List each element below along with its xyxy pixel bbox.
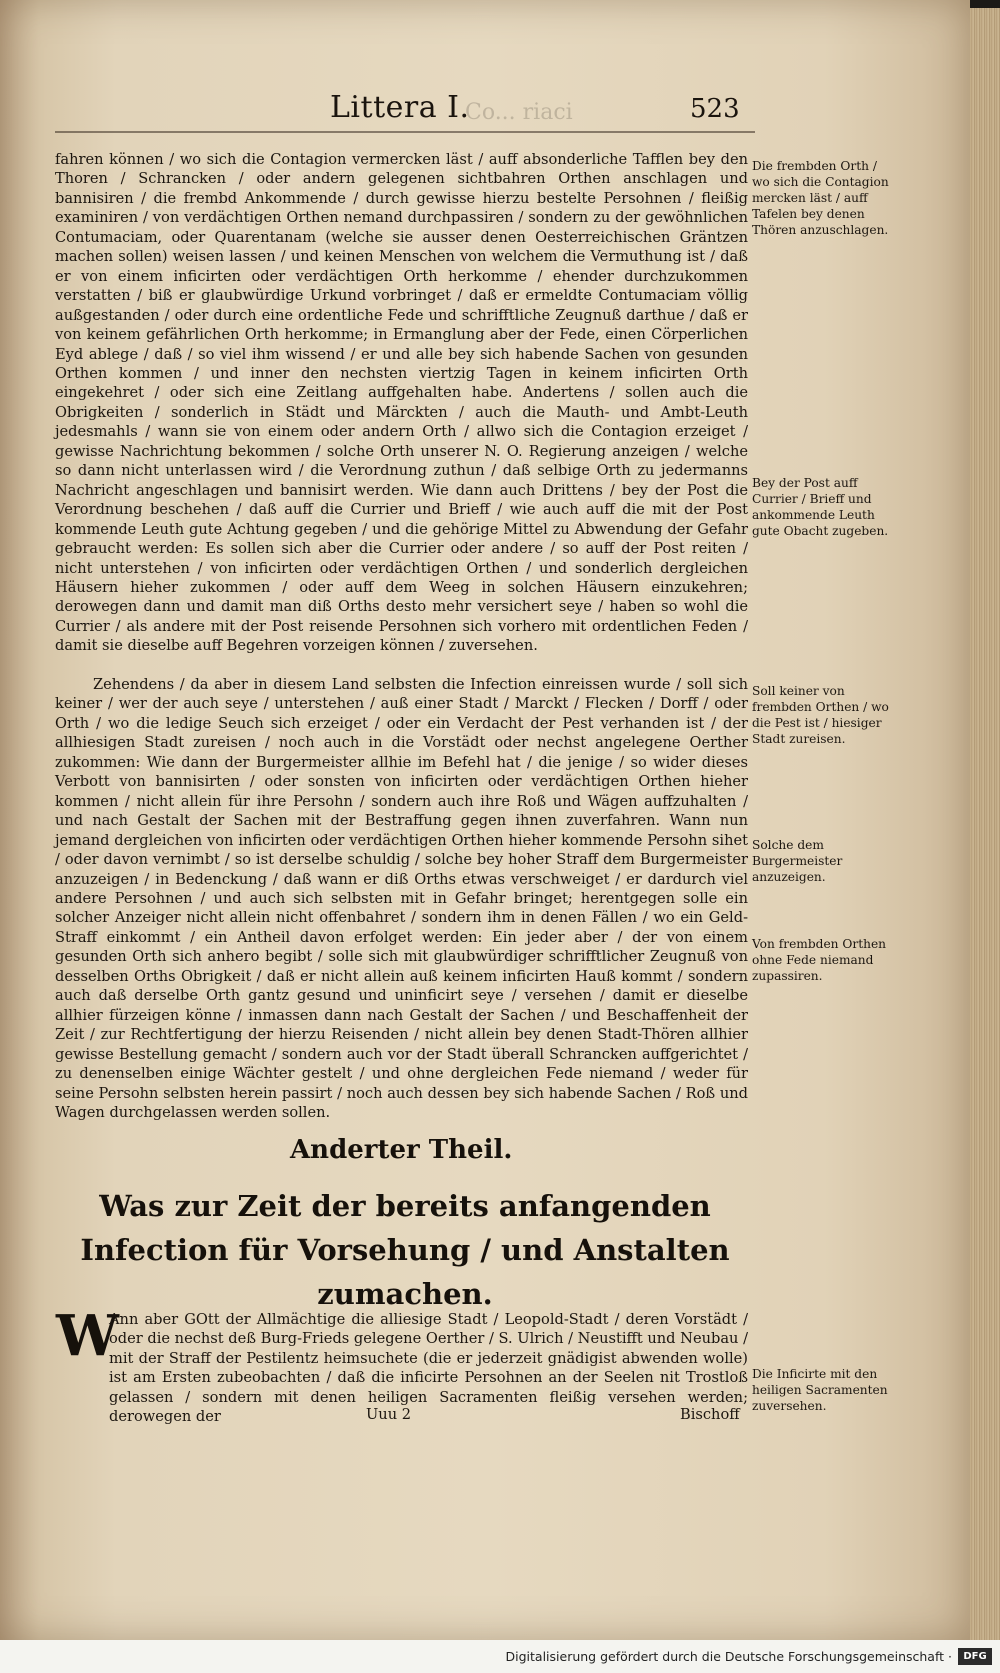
part-heading: Anderter Theil. — [290, 1135, 513, 1165]
signature-mark: Uuu 2 — [366, 1406, 412, 1423]
marginal-note-3: Soll keiner von frembden Orthen / wo die Pest ist / hiesiger Stadt zureisen. — [752, 684, 889, 746]
paragraph-3: Ann aber GOtt der Allmächtige die alliesige Stadt / Leopold-Stadt / deren Vorstädt / oder die nechst deß Burg-Frieds gelegene Oerther / S. Ulrich / Neustifft und Neubau / mit der Straff der Pestilentz heimsuchete (die er jederzeit gnädigist abwenden wolle) ist am Ersten zubeobachten / daß die inficirte Persohnen an der Seelen nit Trostloß gelassen / sondern mit denen heiligen Sacramenten fleißig versehen werden; derowegen der — [109, 1311, 748, 1426]
marginal-note-4: Solche dem Burgermeister anzuzeigen. — [752, 838, 843, 884]
marginal-note-1: Die frembden Orth / wo sich die Contagion mercken läst / auff Tafelen bey denen Thören anzuschlagen. — [752, 159, 889, 237]
body-text-block-1 — [55, 150, 748, 660]
header-rule — [55, 131, 755, 133]
credit-text: Digitalisierung gefördert durch die Deutsche Forschungsgemeinschaft · — [505, 1649, 952, 1664]
bleed-through-text: Co... riaci — [465, 100, 573, 125]
catchword: Bischoff — [680, 1406, 740, 1423]
page-number: 523 — [690, 94, 740, 124]
running-head: Littera I. — [330, 90, 470, 125]
marginal-note-6: Die Inficirte mit den heiligen Sacramenten zuversehen. — [752, 1367, 888, 1413]
marginal-note-2: Bey der Post auff Currier / Brieff und ankommende Leuth gute Obacht zugeben. — [752, 476, 889, 538]
page-edges — [970, 8, 1000, 1640]
paragraph-2: Zehendens / da aber in diesem Land selbsten die Infection einreissen wurde / soll sich keiner / wer der auch seye / unterstehen / auß einer Stadt / Marckt / Flecken / Dorff / oder Orth / wo die ledige Seuch sich erzeiget / oder ein Verdacht der Pest verhanden ist / der allhiesigen Stadt zureisen / noch auch in die Vorstädt oder nechst angelegene Oerther zukommen: Wie dann der Burgermeister allhie im Befehl hat / die jenige / so wider dieses Verbott von bannisirten / oder sonsten von inficirten oder verdächtigen Orthen hieher kommen / nicht allein für ihre Persohn / sondern auch ihre Roß und Wägen auffzuhalten / und nach Gestalt der Sachen mit der Bestraffung gegen ihnen zuverfahren. Wann nun jemand dergleichen von inficirten oder verdächtigen Orthen hieher kommende Persohn sihet / oder davon vernimbt / so ist derselbe schuldig / solche bey hoher Straff dem Burgermeister anzuzeigen / in Bedenckung / daß wann er diß Orths etwas verschweiget / er dardurch viel andere Persohnen / und auch sich selbsten mit in Gefahr bringet; herentgegen solle ein solcher Anzeiger nicht allein nicht offenbahret / sondern ihm in denen Fällen / wo ein Geld-Straff einkommt / ein Antheil davon erfolget werden: Ein jeder aber / der von einem gesunden Orth sich anhero begibt / solle sich mit glaubwürdiger schrifftlicher Zeugnuß von desselben Orths Obrigkeit / daß er nicht allein auß keinem inficirten Hauß kommt / sondern auch daß derselbe Orth gantz gesund und uninficirt seye / versehen / damit er dieselbe allhier fürzeigen könne / inmassen dann nach Gestalt der Sachen / und Beschaffenheit der Zeit / zur Rechtfertigung der hierzu Reisenden / nicht allein bey denen Stadt-Thören allhier gewisse Bestellung gemacht / sondern auch vor der Stadt überall Schrancken auffgerichtet / zu denenselben einige Wächter gestelt / und ohne dergleichen Fede niemand / weder für seine Persohn selbsten herein passirt / noch auch dessen bey sich habende Sachen / Roß und Wagen durchgelassen werden sollen. — [55, 676, 748, 1121]
body-text-block-2 — [55, 675, 748, 1125]
dfg-logo: DFG — [958, 1648, 992, 1665]
marginal-note-5: Von frembden Orthen ohne Fede niemand zupassiren. — [752, 937, 887, 983]
paragraph-1: fahren können / wo sich die Contagion vermercken läst / auff absonderliche Tafflen bey den Thoren / Schrancken / oder andern gelegenen sichtbahren Orthen anschlagen und bannisiren / die frembd Ankommende / durch gewisse hierzu bestelte Persohnen / fleißig examiniren / von verdächtigen Orthen nemand durchpassiren / sondern zu der gewöhnlichen Contumaciam, oder Quarentanam (welche sie ausser denen Oesterreichischen Gräntzen machen sollen) weisen lassen / und keinen Menschen von welchem die Vermuthung ist / daß er von einem inficirten oder verdächtigen Orth herkomme / ehender durchzukommen verstatten / biß er glaubwürdige Urkund vorbringet / daß er ermeldte Contumaciam völlig außgestanden / oder durch eine ordentliche Fede und schrifftliche Zeugnuß darthue / daß er von keinem gefährlichen Orth herkomme; in Ermanglung aber der Fede, einen Cörperlichen Eyd ablege / daß / so viel ihm wissend / er und alle bey sich habende Sachen von gesunden Orthen kommen / und inner den nechsten viertzig Tagen in keinem inficirten Orth eingekehret / oder sich eine Zeitlang auffgehalten habe. Andertens / sollen auch die Obrigkeiten / sonderlich in Städt und Märckten / auch die Mauth- und Ambt-Leuth jedesmahls / wann sie von einem oder andern Orth / allwo sich die Contagion erzeiget / gewisse Nachrichtung bekommen / solche Orth unserer N. O. Regierung anzeigen / welche so dann nicht unterlassen wird / die Verordnung zuthun / daß selbige Orth zu jedermanns Nachricht angeschlagen und bannisirt werden. Wie dann auch Drittens / bey der Post die Verordnung beschehen / daß auff die Currier und Brieff / wie auch auff die mit der Post kommende Leuth gute Achtung gegeben / und die gehörige Mittel zu Abwendung der Gefahr gebraucht werden: Es sollen sich aber die Currier oder andere / so auff der Post reiten / nicht unterstehen / von inficirten oder verdächtigen Orthen / und sonderlich dergleichen Häusern hieher zukommen / oder auff dem Weeg in solchen Häusern einzukehren; derowegen dann und damit man diß Orths desto mehr versichert seye / haben so wohl die Currier / als andere mit der Post reisende Persohnen sich vorhero mit ordentlichen Feden / damit sie dieselbe auff Begehren vorzeigen können / zuversehen. — [55, 151, 748, 655]
drop-cap: W — [56, 1303, 119, 1369]
section-title: Was zur Zeit der bereits anfangenden Infection für Vorsehung / und Anstalten zumachen. — [80, 1189, 730, 1311]
